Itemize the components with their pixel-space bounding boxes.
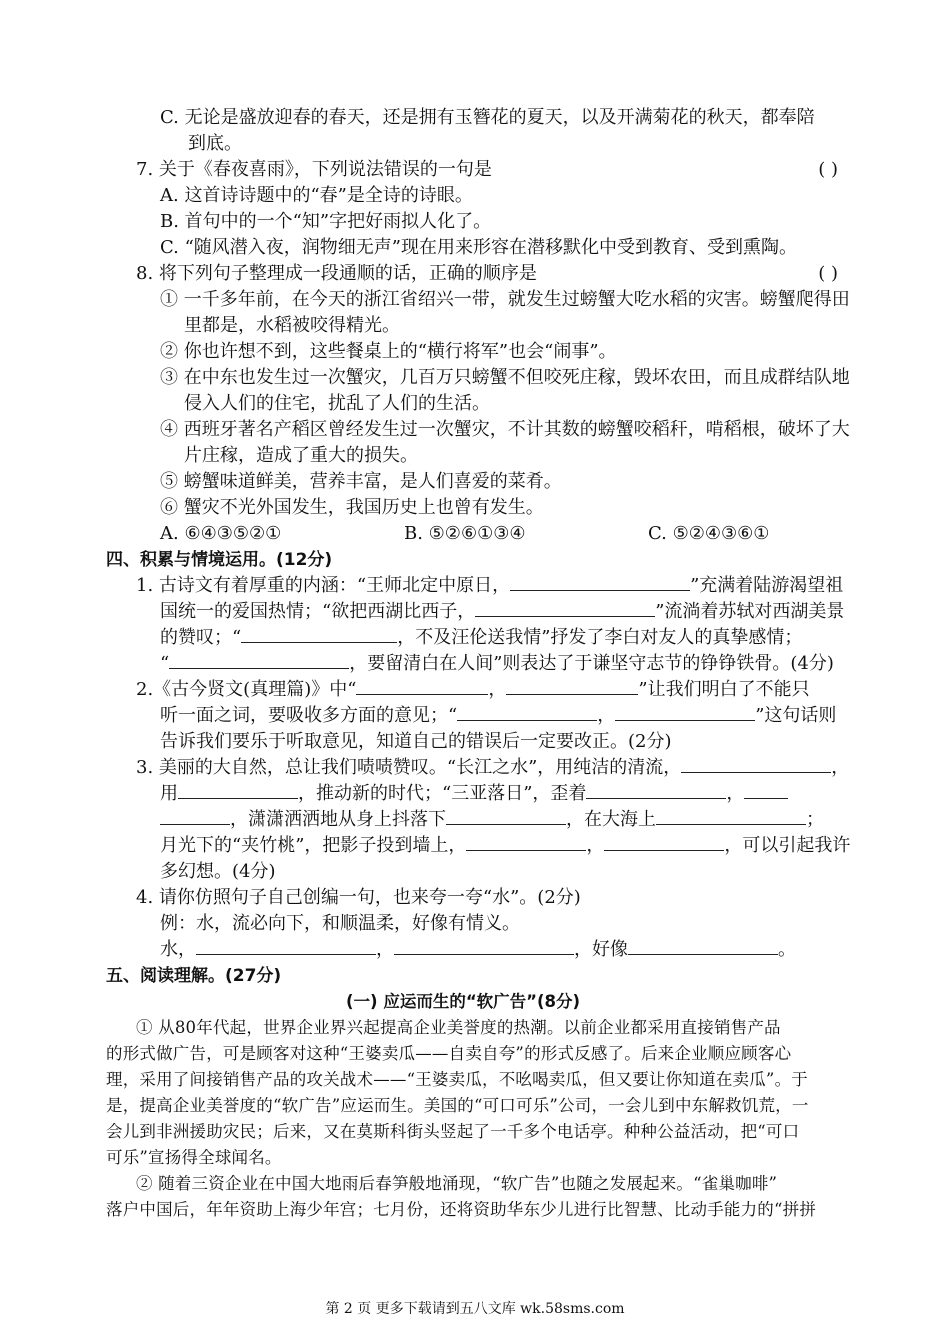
passage-p1-line: 是，提高企业美誉度的“软广告”应运而生。美国的“可口可乐”公司，一会儿到中东解救饥荒，一 — [106, 1096, 809, 1115]
passage-p2-line: ② 随着三资企业在中国大地雨后春笋般地涌现，“软广告”也随之发展起来。“雀巢咖啡” — [136, 1174, 778, 1193]
blank[interactable] — [196, 938, 376, 955]
s4-q3-line5: 多幻想。(4分) — [160, 861, 276, 882]
s4-q1-line1: 1. 古诗文有着厚重的内涵：“王师北定中原日， ”充满着陆游渴望祖 — [136, 575, 844, 596]
blank[interactable] — [394, 938, 574, 955]
page-footer: 第 2 页 更多下载请到五八文库 wk.58sms.com — [325, 1301, 625, 1317]
q8-sentence-3-cont: 侵入人们的住宅，扰乱了人们的生活。 — [184, 393, 490, 414]
s4-q4-example: 例：水，流必向下，和顺温柔，好像有情义。 — [160, 913, 520, 934]
q8-sentence-4-cont: 片庄稼，造成了重大的损失。 — [184, 445, 418, 466]
q8-sentence-3: ③ 在中东也发生过一次蟹灾，几百万只螃蟹不但咬死庄稼，毁坏农田，而且成群结队地 — [160, 367, 850, 388]
q7-answer-bracket[interactable]: ( ) — [818, 159, 838, 180]
blank[interactable] — [356, 678, 488, 695]
blank[interactable] — [466, 834, 586, 851]
q8-sentence-5: ⑤ 螃蟹味道鲜美，营养丰富，是人们喜爱的菜肴。 — [160, 471, 562, 492]
passage-p2-line: 落户中国后，年年资助上海少年宫；七月份，还将资助华东少儿进行比智慧、比动手能力的“拼拼 — [106, 1200, 817, 1219]
blank[interactable] — [178, 782, 298, 799]
blank[interactable] — [169, 652, 349, 669]
q8-answer-bracket[interactable]: ( ) — [818, 263, 838, 284]
s4-q3-line3: ，潇潇洒洒地从身上抖落下 ，在大海上 ； — [160, 808, 824, 832]
s4-q2-line3: 告诉我们要乐于听取意见，知道自己的错误后一定要改正。(2分) — [160, 731, 672, 752]
blank[interactable] — [506, 678, 638, 695]
blank[interactable] — [744, 782, 788, 799]
s4-q3-line2: 用 ，推动新的时代；“三亚落日”，歪着 ， — [160, 782, 788, 806]
q7-option-a: A. 这首诗诗题中的“春”是全诗的诗眼。 — [160, 185, 473, 206]
q8-sentence-1: ① 一千多年前，在今天的浙江省绍兴一带，就发生过螃蟹大吃水稻的灾害。螃蟹爬得田 — [160, 289, 850, 310]
q8-option-b: B. ⑤②⑥①③④ — [404, 523, 526, 544]
blank[interactable] — [446, 808, 566, 825]
q8-sentence-1-cont: 里都是，水稻被咬得精光。 — [184, 315, 400, 336]
s4-q3-line1: 3. 美丽的大自然，总让我们啧啧赞叹。“长江之水”，用纯洁的清流， ， — [136, 757, 850, 778]
q8-option-c: C. ⑤②④③⑥① — [648, 523, 770, 544]
blank[interactable] — [628, 938, 778, 955]
q7-stem: 7. 关于《春夜喜雨》，下列说法错误的一句是 — [136, 159, 492, 180]
passage-p1-line: ① 从80年代起，世界企业界兴起提高企业美誉度的热潮。以前企业都采用直接销售产品 — [136, 1018, 781, 1037]
blank[interactable] — [604, 834, 724, 851]
blank[interactable] — [241, 626, 397, 643]
blank[interactable] — [510, 574, 690, 591]
s4-q3-line4: 月光下的“夹竹桃”，把影子投到墙上， ， ，可以引起我许 — [160, 835, 851, 856]
passage-p1-line: 会儿到非洲援助灾民；后来，又在莫斯科街头竖起了一千多个电话亭。种种公益活动，把“可口 — [106, 1122, 800, 1141]
q8-sentence-6: ⑥ 蟹灾不光外国发生，我国历史上也曾有发生。 — [160, 497, 544, 518]
s4-q4-answer: 水， ， ，好像 。 — [160, 939, 796, 960]
reading-passage-title: (一) 应运而生的“软广告”(8分) — [346, 992, 581, 1011]
s4-q2-line2: 听一面之词，要吸收多方面的意见；“ ， ”这句话则 — [160, 705, 837, 726]
section-5-title: 五、阅读理解。(27分) — [106, 966, 282, 986]
s4-q1-line3: 的赞叹；“ ，不及汪伦送我情”抒发了李白对友人的真挚感情； — [160, 627, 803, 648]
blank[interactable] — [475, 600, 655, 617]
s4-q2-line1: 2.《古今贤文(真理篇)》中“ ， ”让我们明白了不能只 — [136, 679, 810, 700]
q8-sentence-4: ④ 西班牙著名产稻区曾经发生过一次蟹灾，不计其数的螃蟹咬稻秆，啃稻根，破坏了大 — [160, 419, 850, 440]
q7-option-c: C. “随风潜入夜，润物细无声”现在用来形容在潜移默化中受到教育、受到熏陶。 — [160, 237, 797, 258]
q8-option-a: A. ⑥④③⑤②① — [160, 523, 282, 544]
q6-option-c-cont: 到底。 — [188, 133, 242, 154]
q7-option-b: B. 首句中的一个“知”字把好雨拟人化了。 — [160, 211, 492, 232]
s4-q1-line4: “ ，要留清白在人间”则表达了于谦坚守志节的铮铮铁骨。(4分) — [160, 653, 834, 674]
blank[interactable] — [656, 808, 806, 825]
q8-sentence-2: ② 你也许想不到，这些餐桌上的“横行将军”也会“闹事”。 — [160, 341, 617, 362]
blank[interactable] — [586, 782, 726, 799]
s4-q4-stem: 4. 请你仿照句子自己创编一句，也来夸一夸“水”。(2分) — [136, 887, 581, 908]
passage-p1-line: 理，采用了间接销售产品的攻关战术——“王婆卖瓜，不吆喝卖瓜，但又要让你知道在卖瓜”。于 — [106, 1070, 808, 1089]
q8-stem: 8. 将下列句子整理成一段通顺的话，正确的顺序是 — [136, 263, 537, 284]
blank[interactable] — [160, 808, 230, 825]
passage-p1-line: 的形式做广告，可是顾客对这种“王婆卖瓜——自卖自夸”的形式反感了。后来企业顺应顾客心 — [106, 1044, 792, 1063]
blank[interactable] — [615, 704, 755, 721]
s4-q1-line2: 国统一的爱国热情；“欲把西湖比西子， ”流淌着苏轼对西湖美景 — [160, 601, 845, 622]
blank[interactable] — [681, 756, 831, 773]
passage-p1-line: 可乐”宣扬得全球闻名。 — [106, 1148, 282, 1167]
section-4-title: 四、积累与情境运用。(12分) — [106, 550, 333, 570]
q6-option-c: C. 无论是盛放迎春的春天，还是拥有玉簪花的夏天，以及开满菊花的秋天，都奉陪 — [160, 107, 815, 128]
blank[interactable] — [457, 704, 597, 721]
